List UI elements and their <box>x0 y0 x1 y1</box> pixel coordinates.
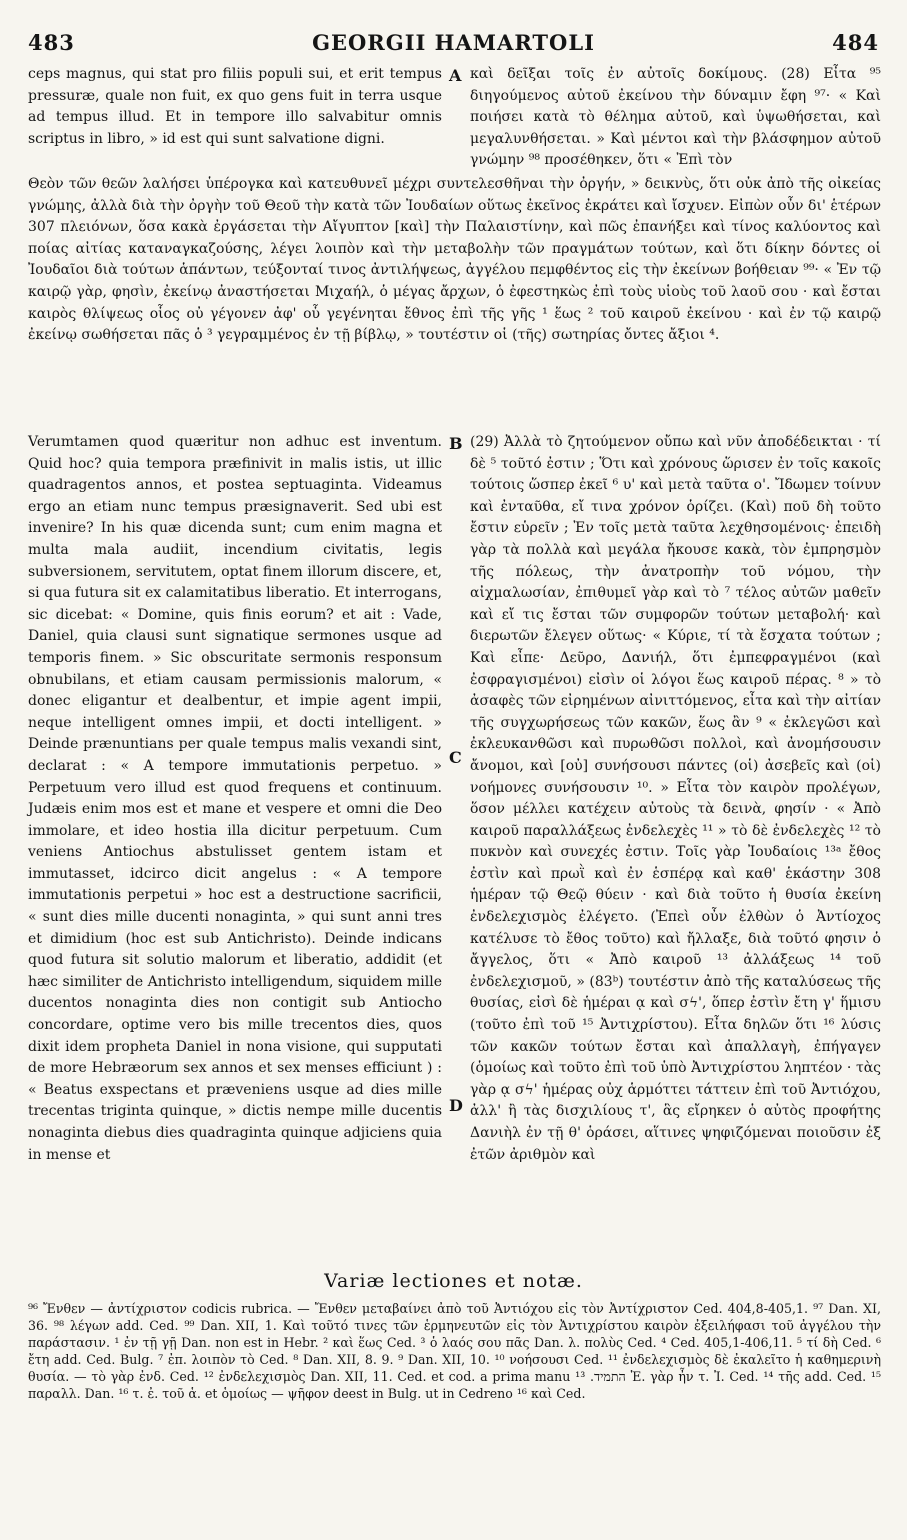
column-marker-b: B <box>449 434 463 453</box>
greek-column-top <box>470 64 881 172</box>
footnotes <box>28 1300 881 1402</box>
notes-heading: Variæ lectiones et notæ. <box>324 1270 583 1292</box>
full-width-greek-block <box>28 174 881 347</box>
greek-paragraph-bottom: (29) Ἀλλὰ τὸ ζητούμενον οὔπω καὶ νῦν ἀποδέδεικται · τί δὲ ⁵ τοῦτό ἐστιν ; Ὅτι καὶ χρόνους ὥρισεν ἐν τοῖς κακοῖς τούτοις ὥσπερ ἐκεῖ ⁶ υ' καὶ μετὰ ταῦτα ο'. Ἴδωμεν τοίνυν καὶ ἐνταῦθα, εἴ τινα χρόνον ὁρίζει. (Καὶ) ποῦ δὴ τοῦτο ἔστιν εὑρεῖν ; Ἐν τοῖς μετὰ ταῦτα λεχθησομένοις· ἐπειδὴ γὰρ τὰ πολλὰ καὶ μεγάλα ἤκουσε κακὰ, τὸν ἐμπρησμὸν τῆς πόλεως, τὴν ἀνατροπὴν τοῦ νόμου, τὴν αἰχμαλωσίαν, ἐπιθυμεῖ γὰρ καὶ τὸ ⁷ τέλος αὐτῶν μαθεῖν καὶ εἴ τις ἔσται τῶν συμφορῶν τούτων μεταβολή· καὶ διερωτῶν ἔλεγεν οὕτως· « Κύριε, τί τὰ ἔσχατα τούτων ; Καὶ εἶπε· Δεῦρο, Δανιήλ, ὅτι ἐμπεφραγμένοι (καὶ ἐσφραγισμένοι) εἰσὶν οἱ λόγοι ἕως καιροῦ πέρας. ⁸ » τὸ ἀσαφὲς τῶν εἰρημένων αἰνιττόμενος, εἶτα καὶ τὴν αἰτίαν τῆς συγχωρήσεως τῶν κακῶν, ἕως ἂν ⁹ « ἐκλεγῶσι καὶ ἐκλευκανθῶσι καὶ πυρωθῶσι πολλοὶ, καὶ ἀνομήσουσιν ἄνομοι, καὶ [οὐ] συνήσουσι πάντες (οἱ) ἀσεβεῖς καὶ (οἱ) νοήμονες συνήσουσιν ¹⁰. » Εἶτα τὸν καιρὸν προλέγων, ὅσον μέλλει κατέχειν αὐτοὺς τὰ δεινὰ, φησίν · « Ἀπὸ καιροῦ παραλλάξεως ἐνδελεχὲς ¹¹ » τὸ δὲ ἐνδελεχὲς ¹² τὸ πυκνὸν καὶ συνεχές ἐστιν. Τοῖς γὰρ Ἰουδαίοις ¹³ᵃ ἔθος ἐστὶν καὶ πρωῒ καὶ ἐν ἑσπέρᾳ καὶ καθ' ἑκάστην 308 ἡμέραν τῷ Θεῷ θύειν · καὶ διὰ τοῦτο ἡ θυσία ἐκείνη ἐνδελεχισμὸς ἐλέγετο. (Ἐπεὶ οὖν ἐλθὼν ὁ Ἀντίοχος κατέλυσε τὸ ἔθος τοῦτο) καὶ ἤλλαξε, διὰ τοῦτό φησιν ὁ ἄγγελος, ὅτι « Ἀπὸ καιροῦ ¹³ ἀλλάξεως ¹⁴ τοῦ ἐνδελεχισμοῦ, » (83ᵇ) τουτέστιν ἀπὸ τῆς καταλύσεως τῆς θυσίας, εἰσὶ δὲ ἡμέραι ᾳ καὶ σϟ', ὅπερ ἐστὶν ἔτη γ' ἥμισυ (τοῦτο ἐπὶ τοῦ ¹⁵ Ἀντιχρίστου). Εἶτα δηλῶν ὅτι ¹⁶ λύσις τῶν κακῶν τούτων ἔσται καὶ ἀπαλλαγὴ, ἐπήγαγεν (ὁμοίως καὶ τοῦτο ἐπὶ τοῦ ὑπὸ Ἀντιχρίστου ληπτέον · τὰς γὰρ ᾳ σϟ' ἡμέρας οὐχ ἁρμόττει τάττειν ἐπὶ τοῦ Ἀντιόχου, ἀλλ' ἢ τὰς δισχιλίους τ', ἃς εἴρηκεν ὁ αὐτὸς προφήτης Δανιὴλ ἐν τῇ θ' ὁράσει, αἵτινες ψηφιζόμεναι ποιοῦσιν ἐξ ἐτῶν ἀριθμὸν καὶ <box>470 434 881 1163</box>
latin-column-top <box>28 64 442 150</box>
running-title: GEORGII HAMARTOLI <box>312 30 595 55</box>
greek-column-bottom <box>470 432 881 1166</box>
latin-paragraph-bottom: Verumtamen quod quæritur non adhuc est inventum. Quid hoc? quia tempora præfinivit in malis istis, ut illic quadragentos annos, et postea septuaginta. Videamus ergo an etiam nunc tempus præsignaverit. Sed ubi est invenire? In his quæ dicenda sunt; cum enim magna et multa mala audiit, incendium civitatis, legis subversionem, servitutem, optat finem illorum discere, et, si qua futura sit ex calamitatibus liberatio. Et interrogans, sic dicebat: « Domine, quis finis eorum? et ait : Vade, Daniel, quia clausi sunt signatique sermones usque ad temporis finem. » Sic obscuritate sermonis responsum obnubilans, et etiam causam permissionis malorum, « donec eligantur et dealbentur, et impie agent impii, neque intelligent omnes impii, et docti intelligent. » Deinde prænuntians per quale tempus malis vexandi sint, declarat : « A tempore immutationis perpetuo. » Perpetuum vero illud est quod frequens et continuum. Judæis enim mos est et mane et vespere et omni die Deo immolare, et ideo hostia illa dicitur perpetuum. Cum veniens Antiochus abstulisset gentem istam et immutasset, idcirco dicit angelus : « A tempore immutationis perpetui » hoc est a destructione sacrificii, « sunt dies mille ducenti nonaginta, » qui sunt anni tres et dimidium (hoc est sub Antichristo). Deinde indicans quod futura sit solutio malorum et liberatio, addidit (et hæc similiter de Antichristo intelligendum, siquidem mille ducentos nonaginta dies non contigit sub Antiocho concordare, optime vero bis mille trecentos dies, quos dixit idem propheta Daniel in nona visione, qui supputati de more Hebræorum sex annos et sex menses efficiunt ) : « Beatus exspectans et præveniens usque ad dies mille trecentas triginta quinque, » dictis nempe mille ducentis nonaginta diebus dies quadraginta quinque adjiciens quia in mense et <box>28 434 442 1163</box>
latin-paragraph-top: ceps magnus, qui stat pro filiis populi sui, et erit tempus pressuræ, quale non fuit, ex quo gens fuit in terra usque ad tempus illud. Et in tempore illo salvabitur omnis scriptus in libro, » id est qui sunt salvatione digni. <box>28 66 442 147</box>
greek-paragraph-full: Θεὸν τῶν θεῶν λαλήσει ὑπέρογκα καὶ κατευθυνεῖ μέχρι συντελεσθῆναι τὴν ὀργήν, » δεικνὺς, ὅτι οὐκ ἀπὸ τῆς οἰκείας γνώμης, ἀλλὰ διὰ τὴν ὀργὴν τοῦ Θεοῦ τὴν κατὰ τῶν Ἰουδαίων οὕτως ἐκεῖνος ἐκράτει καὶ ἴσχυεν. Εἰπὼν οὖν δι' ἑτέρων 307 πλειόνων, ὅσα κακὰ ἐργάσεται τὴν Αἴγυπτον [καὶ] τὴν Παλαιστίνην, καὶ πῶς ἐπανήξει καὶ τίνος καλύοντος καὶ ποίας αἰτίας καταναγκαζούσης, λέγει λοιπὸν καὶ τὴν μεταβολὴν τῶν πραγμάτων τούτων, καὶ ὅτι δίκην δόντες οἱ Ἰουδαῖοι διὰ τούτων ἁπάντων, τεύξονταί τινος ἀντιλήψεως, ἀγγέλου πεμφθέντος εἰς τὴν ἐκείνων βοήθειαν ⁹⁹· « Ἐν τῷ καιρῷ γὰρ, φησὶν, ἐκείνῳ ἀναστήσεται Μιχαήλ, ὁ μέγας ἄρχων, ὁ ἐφεστηκὼς ἐπὶ τοὺς υἱοὺς τοῦ λαοῦ σου · καὶ ἔσται καιρὸς θλίψεως οἷος οὐ γέγονεν ἀφ' οὗ γεγένηται ἔθνος ἐπὶ τῆς γῆς ¹ ἕως ² τοῦ καιροῦ ἐκείνου · καὶ ἐν τῷ καιρῷ ἐκείνῳ σωθήσεται πᾶς ὁ ³ γεγραμμένος ἐν τῇ βίβλῳ, » τουτέστιν οἱ (τῆς) σωτηρίας ὄντες ἄξιοι ⁴. <box>28 176 881 344</box>
running-header <box>28 30 879 58</box>
footnotes-text: ⁹⁶ Ἔνθεν — ἀντίχριστον codicis rubrica. — Ἔνθεν μεταβαίνει ἀπὸ τοῦ Ἀντιόχου εἰς τὸν Ἀντίχριστον Ced. 404,8-405,1. ⁹⁷ Dan. XI, 36. ⁹⁸ λέγων add. Ced. ⁹⁹ Dan. XII, 1. Καὶ τοῦτό τινες τῶν ἑρμηνευτῶν εἰς τὸν Ἀντιχρίστου καιρὸν ἐξειλήφασι τοῦ ἀγγέλου τὴν παράστασιν. ¹ ἐν τῇ γῇ Dan. non est in Hebr. ² καὶ ἕως Ced. ³ ὁ λαός σου πᾶς Dan. λ. πολὺς Ced. ⁴ Ced. 405,1-406,11. ⁵ τί δὴ Ced. ⁶ ἔτη add. Ced. Bulg. ⁷ ἐπ. λοιπὸν τὸ Ced. ⁸ Dan. XII, 8. 9. ⁹ Dan. XII, 10. ¹⁰ νοήσουσι Ced. ¹¹ ἐνδελεχισμὸς δὲ ἐκαλεῖτο ἡ καθημερινὴ θυσία. — τὸ γὰρ ἐνδ. Ced. ¹² ἐνδελεχισμὸς Dan. XII, 11. Ced. et cod. a prima manu התמיד. ¹³ Ἐ. γὰρ ἦν τ. Ἰ. Ced. ¹⁴ τῆς add. Ced. ¹⁵ παραλλ. Dan. ¹⁶ τ. ἐ. τοῦ ἁ. et ὁμοίως — ψῆφον deest in Bulg. ut in Cedreno ¹⁶ καὶ Ced. <box>28 1301 882 1401</box>
column-marker-d: D <box>449 1096 463 1115</box>
page-number-left: 483 <box>28 30 75 55</box>
greek-paragraph-top: καὶ δεῖξαι τοῖς ἐν αὐτοῖς δοκίμους. (28) Εἶτα ⁹⁵ διηγούμενος αὐτοῦ ἐκείνου τὴν δύναμιν ἔφη ⁹⁷· « Καὶ ποιήσει κατὰ τὸ θέλημα αὐτοῦ, καὶ ὑψωθήσεται, καὶ μεγαλυνθήσεται. » Καὶ μέντοι καὶ τὴν βλάσφημον αὐτοῦ γνώμην ⁹⁸ προσέθηκεν, ὅτι « Ἐπὶ τὸν <box>470 66 881 169</box>
latin-column-bottom <box>28 432 442 1166</box>
column-marker-a: A <box>449 66 462 85</box>
page-number-right: 484 <box>832 30 879 55</box>
column-marker-c: C <box>449 748 462 767</box>
